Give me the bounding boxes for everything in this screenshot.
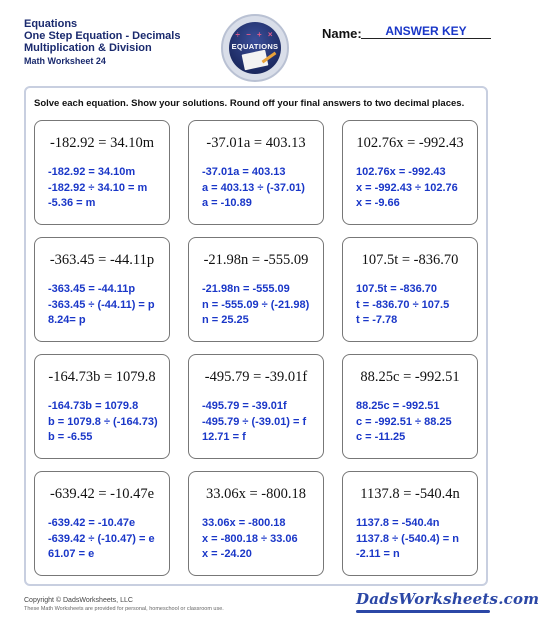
math-symbols-icon: ÷ − + × — [235, 30, 275, 39]
name-line — [361, 38, 491, 39]
solution-steps — [48, 516, 155, 563]
problem-card — [342, 237, 478, 342]
solution-steps — [48, 165, 147, 212]
problem-equation: 33.06x = -800.18 — [205, 486, 306, 502]
solution-steps — [202, 282, 309, 329]
worksheet-header — [24, 18, 180, 67]
problem-card — [188, 237, 324, 342]
solution-steps — [202, 165, 305, 212]
solution-step: n = 25.25 — [202, 314, 249, 326]
solution-step: x = -9.66 — [356, 197, 400, 209]
solution-step: b = 1079.8 ÷ (-164.73) — [48, 415, 158, 428]
solution-steps — [202, 399, 306, 446]
solution-step: -182.92 ÷ 34.10 = m — [48, 181, 148, 194]
equations-logo-badge — [229, 22, 281, 74]
worksheet-subtitle-2: Multiplication & Division — [24, 42, 152, 54]
solution-steps — [356, 165, 458, 212]
solution-step: 102.76x = -992.43 — [356, 166, 446, 178]
logo-text: EQUATIONS — [231, 42, 279, 51]
solution-step: a = 403.13 ÷ (-37.01) — [202, 181, 305, 194]
worksheet-title: Equations — [24, 18, 78, 30]
usage-notice: These Math Worksheets are provided for personal, homeschool or classroom use. — [24, 606, 224, 612]
brand-logo: DadsWorksheets.com — [356, 590, 539, 608]
solution-steps — [356, 282, 449, 329]
solution-step: b = -6.55 — [48, 431, 93, 443]
brand-swoosh — [356, 610, 490, 613]
solution-step: -5.36 = m — [48, 197, 96, 209]
problem-card — [34, 120, 170, 225]
solution-steps — [356, 516, 459, 563]
solution-steps — [356, 399, 452, 446]
solution-step: -495.79 ÷ (-39.01) = f — [202, 415, 307, 428]
solution-step: -21.98n = -555.09 — [202, 283, 290, 295]
problem-equation: -164.73b = 1079.8 — [48, 369, 156, 385]
solution-step: -363.45 ÷ (-44.11) = p — [48, 298, 155, 311]
solution-step: t = -7.78 — [356, 314, 398, 326]
solution-step: c = -992.51 ÷ 88.25 — [356, 415, 452, 428]
copyright-text: Copyright © DadsWorksheets, LLC — [24, 597, 133, 604]
solution-step: c = -11.25 — [356, 431, 406, 443]
solution-step: 88.25c = -992.51 — [356, 400, 440, 412]
solution-step: x = -800.18 ÷ 33.06 — [202, 532, 298, 545]
problem-equation: -495.79 = -39.01f — [204, 369, 308, 385]
instructions: Solve each equation. Show your solutions. Round off your final answers to two decimal places. — [34, 98, 465, 109]
solution-step: -2.11 = n — [356, 548, 400, 560]
solution-step: 33.06x = -800.18 — [202, 517, 286, 529]
solution-steps — [202, 516, 298, 563]
problem-card — [342, 354, 478, 459]
problem-equation: -37.01a = 403.13 — [206, 135, 306, 151]
solution-step: t = -836.70 ÷ 107.5 — [356, 298, 450, 311]
solution-step: -639.42 ÷ (-10.47) = e — [48, 532, 155, 545]
solution-step: 1137.8 = -540.4n — [356, 517, 440, 529]
problem-equation: 102.76x = -992.43 — [356, 135, 464, 151]
problem-equation: -21.98n = -555.09 — [203, 252, 309, 268]
problem-equation: 107.5t = -836.70 — [361, 252, 459, 268]
problem-card — [342, 120, 478, 225]
problem-card — [34, 471, 170, 576]
problem-card — [188, 120, 324, 225]
solution-step: x = -992.43 ÷ 102.76 — [356, 181, 458, 194]
solution-step: 61.07 = e — [48, 548, 95, 560]
equations-logo — [221, 14, 289, 82]
name-label: Name: — [322, 26, 362, 41]
solution-steps — [48, 399, 158, 446]
solution-step: -37.01a = 403.13 — [202, 166, 286, 178]
solution-step: x = -24.20 — [202, 548, 252, 560]
problem-card — [188, 354, 324, 459]
worksheet-subtitle-1: One Step Equation - Decimals — [24, 30, 181, 42]
problem-equation: -363.45 = -44.11p — [49, 252, 155, 268]
problem-equation: -182.92 = 34.10m — [49, 135, 155, 151]
problem-card — [342, 471, 478, 576]
solution-step: 107.5t = -836.70 — [356, 283, 438, 295]
solution-step: -164.73b = 1079.8 — [48, 400, 139, 412]
problem-card — [188, 471, 324, 576]
solution-step: -363.45 = -44.11p — [48, 283, 136, 295]
solution-step: -182.92 = 34.10m — [48, 166, 136, 178]
solution-step: -639.42 = -10.47e — [48, 517, 136, 529]
problem-equation: 1137.8 = -540.4n — [360, 486, 460, 502]
worksheet-id: Math Worksheet 24 — [24, 56, 106, 66]
problem-card — [34, 237, 170, 342]
problem-card — [34, 354, 170, 459]
solution-steps — [48, 282, 155, 329]
problem-equation: -639.42 = -10.47e — [49, 486, 155, 502]
solution-step: 12.71 = f — [202, 431, 246, 443]
solution-step: 8.24= p — [48, 314, 86, 326]
solution-step: a = -10.89 — [202, 197, 252, 209]
solution-step: n = -555.09 ÷ (-21.98) — [202, 298, 310, 311]
answer-key-label: ANSWER KEY — [385, 24, 467, 38]
solution-step: -495.79 = -39.01f — [202, 400, 287, 412]
solution-step: 1137.8 ÷ (-540.4) = n — [356, 532, 459, 545]
footer — [24, 596, 224, 614]
problem-equation: 88.25c = -992.51 — [360, 369, 460, 385]
